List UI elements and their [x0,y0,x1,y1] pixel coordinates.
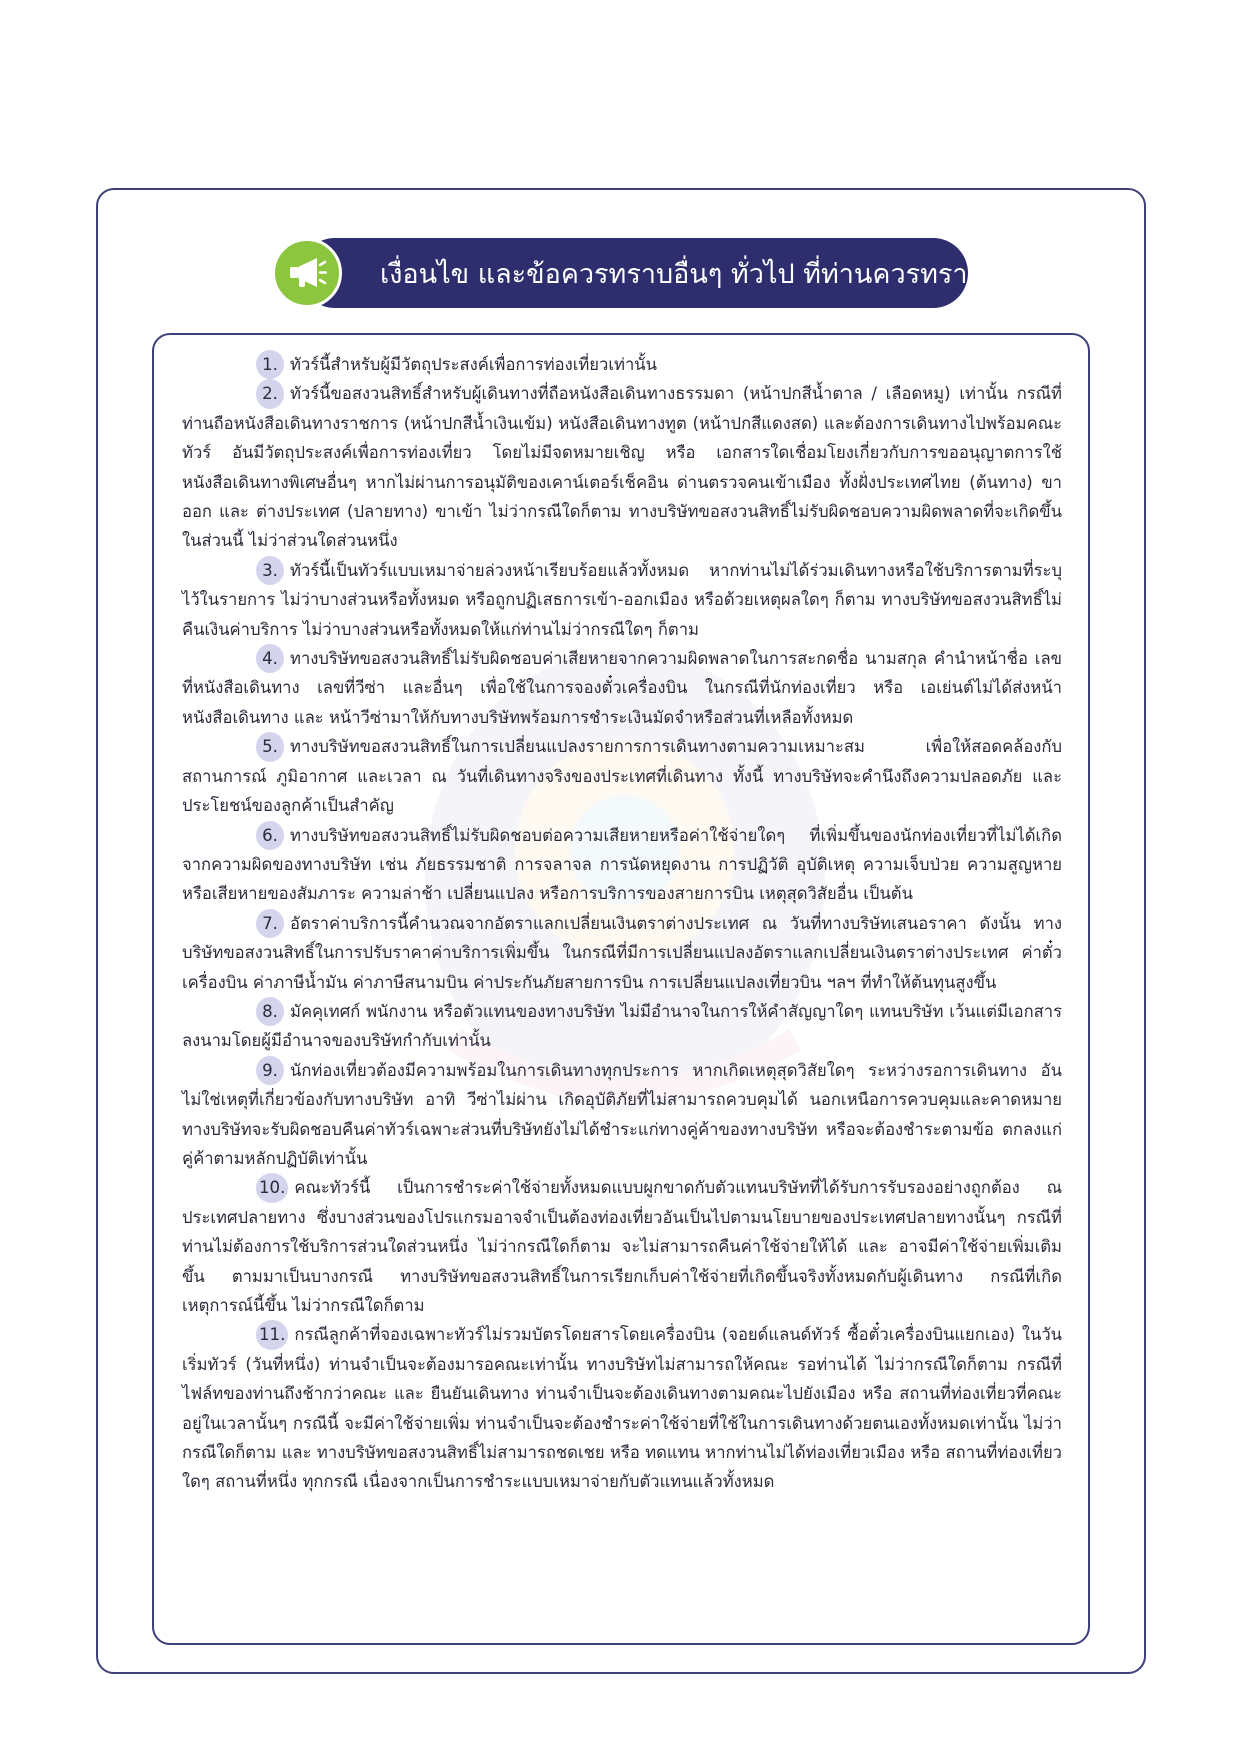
clause-text: คณะทัวร์นี้ เป็นการชำระค่าใช้จ่ายทั้งหมดแบบผูกขาดกับตัวแทนบริษัทที่ได้รับการรับรองอย่างถูกต้อง ณ ประเทศปลายทาง ซึ่งบางส่วนของโปรแกรมอาจจำเป็นต้องท่องเที่ยวอันเป็นไปตามนโยบายของประเทศปลายทางนั้นๆ กรณีที่ท่านไม่ต้องการใช้บริการส่วนใดส่วนหนึ่ง ไม่ว่ากรณีใดก็ตาม จะไม่สามารถคืนค่าใช้จ่ายให้ได้ และ อาจมีค่าใช้จ่ายเพิ่มเติมขึ้น ตามมาเป็นบางกรณี ทางบริษัทขอสงวนสิทธิ์ในการเรียกเก็บค่าใช้จ่ายที่เกิดขึ้นจริงทั้งหมดกับผู้เดินทาง กรณีที่เกิดเหตุการณ์นี้ขึ้น ไม่ว่ากรณีใดก็ตาม [182,1178,1062,1315]
clause-number: 2. [256,379,284,408]
clause-number: 1. [256,350,284,379]
clause-text: ทางบริษัทขอสงวนสิทธิ์ไม่รับผิดชอบค่าเสียหายจากความผิดพลาดในการสะกดชื่อ นามสกุล คำนำหน้าชื่อ เลขที่หนังสือเดินทาง เลขที่วีซ่า และอื่นๆ เพื่อใช้ในการจองตั๋วเครื่องบิน ในกรณีที่นักท่องเที่ยว หรือ เอเย่นต์ไม่ได้ส่งหน้าหนังสือเดินทาง และ หน้าวีซ่ามาให้กับทางบริษัทพร้อมการชำระเงินมัดจำหรือส่วนที่เหลือทั้งหมด [182,649,1062,727]
clause-number: 5. [256,732,284,761]
clause-text: มัคคุเทศก์ พนักงาน หรือตัวแทนของทางบริษัท ไม่มีอำนาจในการให้คำสัญญาใดๆ แทนบริษัท เว้นแต่มีเอกสารลงนามโดยผู้มีอำนาจของบริษัทกำกับเท่านั้น [182,1001,1062,1051]
list-item [182,1173,1062,1320]
clause-number: 3. [256,556,284,585]
list-item [182,732,1062,820]
clause-number: 7. [256,909,284,938]
clause-number: 11. [256,1320,288,1349]
clause-number: 9. [256,1056,284,1085]
page-title: เงื่อนไข และข้อควรทราบอื่นๆ ทั่วไป ที่ท่านควรทราบ [380,259,985,290]
list-item [182,1320,1062,1496]
list-item [182,1056,1062,1174]
list-item [182,556,1062,644]
clause-text: ทัวร์นี้เป็นทัวร์แบบเหมาจ่ายล่วงหน้าเรียบร้อยแล้วทั้งหมด หากท่านไม่ได้ร่วมเดินทางหรือใช้บริการตามที่ระบุไว้ในรายการ ไม่ว่าบางส่วนหรือทั้งหมด หรือถูกปฏิเสธการเข้า-ออกเมือง หรือด้วยเหตุผลใดๆ ก็ตาม ทางบริษัทขอสงวนสิทธิ์ไม่คืนเงินค่าบริการ ไม่ว่าบางส่วนหรือทั้งหมดให้แก่ท่านไม่ว่ากรณีใดๆ ก็ตาม [182,560,1062,639]
header-banner [272,236,985,310]
clause-number: 6. [256,821,284,850]
clause-text: ทางบริษัทขอสงวนสิทธิ์ในการเปลี่ยนแปลงรายการการเดินทางตามความเหมาะสม เพื่อให้สอดคล้องกับ สถานการณ์ ภูมิอากาศ และเวลา ณ วันที่เดินทางจริงของประเทศที่เดินทาง ทั้งนี้ ทางบริษัทจะคำนึงถึงความปลอดภัย และ ประโยชน์ของลูกค้าเป็นสำคัญ [182,737,1062,816]
clause-number: 4. [256,644,284,673]
banner-pill [300,238,985,308]
clause-text: นักท่องเที่ยวต้องมีความพร้อมในการเดินทางทุกประการ หากเกิดเหตุสุดวิสัยใดๆ ระหว่างรอการเดินทาง อันไม่ใช่เหตุที่เกี่ยวข้องกับทางบริษัท อาทิ วีซ่าไม่ผ่าน เกิดอุบัติภัยที่ไม่สามารถควบคุมได้ นอกเหนือการควบคุมและคาดหมาย ทางบริษัทจะรับผิดชอบคืนค่าทัวร์เฉพาะส่วนที่บริษัทยังไม่ได้ชำระแก่ทางคู่ค้าของทางบริษัท หรือจะต้องชำระตามข้อ ตกลงแก่คู่ค้าตามหลักปฏิบัติเท่านั้น [182,1060,1062,1168]
clause-text: กรณีลูกค้าที่จองเฉพาะทัวร์ไม่รวมบัตรโดยสารโดยเครื่องบิน (จอยด์แลนด์ทัวร์ ซื้อตั๋วเครื่องบินแยกเอง) ในวันเริ่มทัวร์ (วันที่หนึ่ง) ท่านจำเป็นจะต้องมารอคณะเท่านั้น ทางบริษัทไม่สามารถให้คณะ รอท่านได้ ไม่ว่ากรณีใดก็ตาม กรณีที่ไฟล์ทของท่านถึงช้ากว่าคณะ และ ยืนยันเดินทาง ท่านจำเป็นจะต้องเดินทางตามคณะไปยังเมือง หรือ สถานที่ท่องเที่ยวที่คณะอยู่ในเวลานั้นๆ กรณีนี้ จะมีค่าใช้จ่ายเพิ่ม ท่านจำเป็นจะต้องชำระค่าใช้จ่ายที่ใช้ในการเดินทางด้วยตนเองทั้งหมดเท่านั้น ไม่ว่า กรณีใดก็ตาม และ ทางบริษัทขอสงวนสิทธิ์ไม่สามารถชดเชย หรือ ทดแทน หากท่านไม่ได้ท่องเที่ยวเมือง หรือ สถานที่ท่องเที่ยวใดๆ สถานที่หนึ่ง ทุกกรณี เนื่องจากเป็นการชำระแบบเหมาจ่ายกับตัวแทนแล้วทั้งหมด [182,1325,1062,1492]
banner-badge [272,238,342,308]
clause-text: ทัวร์นี้ขอสงวนสิทธิ์สำหรับผู้เดินทางที่ถือหนังสือเดินทางธรรมดา (หน้าปกสีน้ำตาล / เลือดหมู) เท่านั้น กรณีที่ท่านถือหนังสือเดินทางราชการ (หน้าปกสีน้ำเงินเข้ม) หนังสือเดินทางทูต (หน้าปกสีแดงสด) และต้องการเดินทางไปพร้อมคณะทัวร์ อันมีวัตถุประสงค์เพื่อการท่องเที่ยว โดยไม่มีจดหมายเชิญ หรือ เอกสารใดเชื่อมโยงเกี่ยวกับการขออนุญาตการใช้หนังสือเดินทางพิเศษอื่นๆ หากไม่ผ่านการอนุมัติของเคาน์เตอร์เช็คอิน ด่านตรวจคนเข้าเมือง ทั้งฝั่งประเทศไทย (ต้นทาง) ขาออก และ ต่างประเทศ (ปลายทาง) ขาเข้า ไม่ว่ากรณีใดก็ตาม ทางบริษัทขอสงวนสิทธิ์ไม่รับผิดชอบความผิดพลาดที่จะเกิดขึ้นในส่วนนี้ ไม่ว่าส่วนใดส่วนหนึ่ง [182,384,1062,551]
list-item [182,821,1062,909]
list-item [182,644,1062,732]
clause-text: ทางบริษัทขอสงวนสิทธิ์ไม่รับผิดชอบต่อความเสียหายหรือค่าใช้จ่ายใดๆ ที่เพิ่มขึ้นของนักท่องเที่ยวที่ไม่ได้เกิดจากความผิดของทางบริษัท เช่น ภัยธรรมชาติ การจลาจล การนัดหยุดงาน การปฏิวัติ อุบัติเหตุ ความเจ็บป่วย ความสูญหายหรือเสียหายของสัมภาระ ความล่าช้า เปลี่ยนแปลง หรือการบริการของสายการบิน เหตุสุดวิสัยอื่น เป็นต้น [182,825,1062,904]
clause-number: 8. [256,997,284,1026]
clause-text: ทัวร์นี้สำหรับผู้มีวัตถุประสงค์เพื่อการท่องเที่ยวเท่านั้น [290,355,657,374]
list-item [182,379,1062,555]
list-item [182,350,1062,379]
clause-number: 10. [256,1173,288,1202]
list-item [182,909,1062,997]
clause-text: อัตราค่าบริการนี้คำนวณจากอัตราแลกเปลี่ยนเงินตราต่างประเทศ ณ วันที่ทางบริษัทเสนอราคา ดังนั้น ทางบริษัทขอสงวนสิทธิ์ในการปรับราคาค่าบริการเพิ่มขึ้น ในกรณีที่มีการเปลี่ยนแปลงอัตราแลกเปลี่ยนเงินตราต่างประเทศ ค่าตั๋ว เครื่องบิน ค่าภาษีน้ำมัน ค่าภาษีสนามบิน ค่าประกันภัยสายการบิน การเปลี่ยนแปลงเที่ยวบิน ฯลฯ ที่ทำให้ต้นทุนสูงขึ้น [182,913,1062,992]
list-item [182,997,1062,1056]
terms-list [182,350,1062,1497]
megaphone-icon [287,255,327,291]
